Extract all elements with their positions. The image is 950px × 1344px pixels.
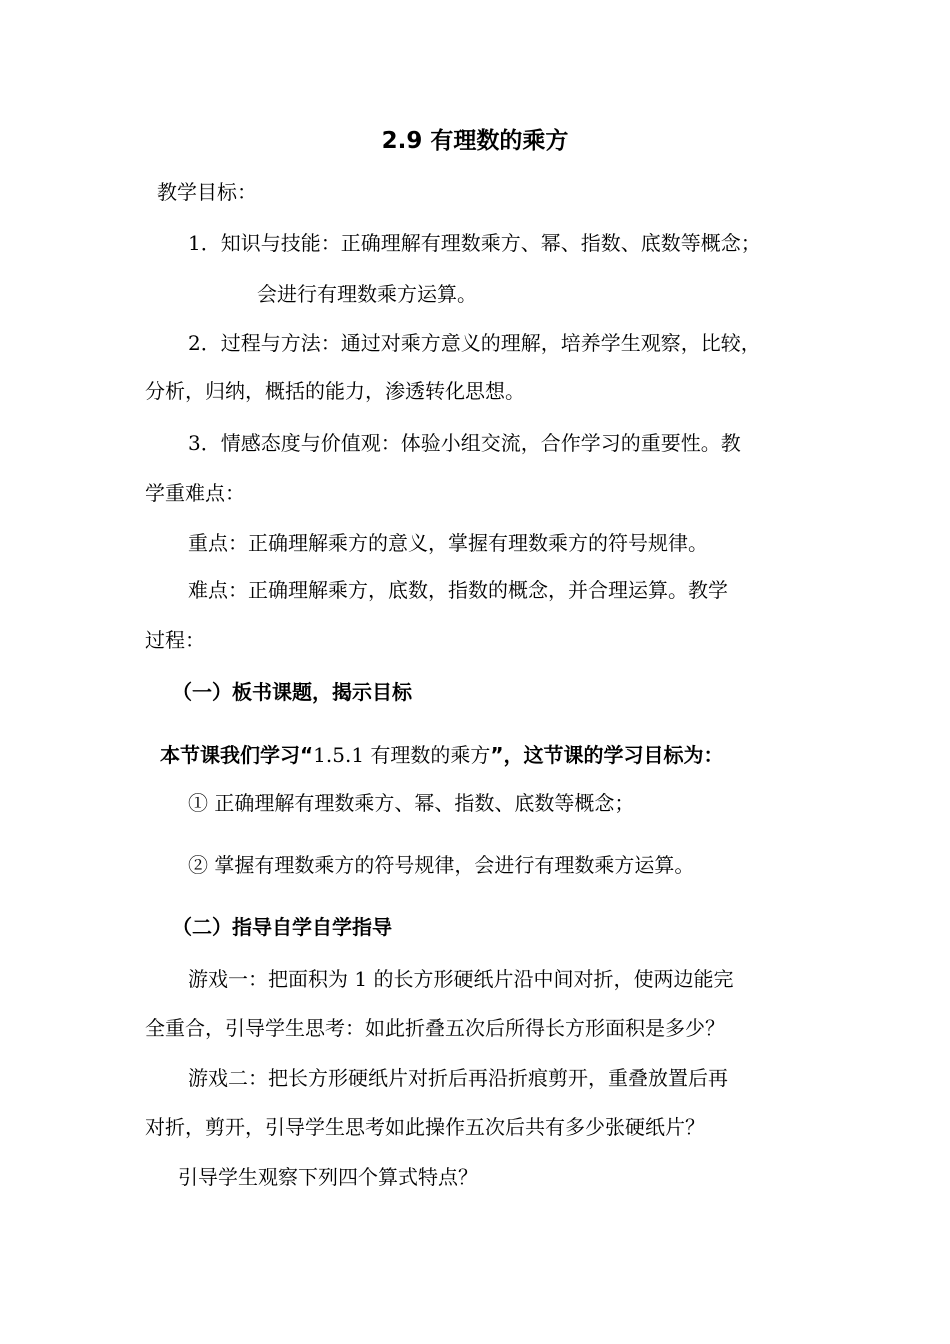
objective-2-line-2: 分析，归纳，概括的能力，渗透转化思想。 [145, 379, 525, 403]
lesson-topic: 1.5.1 有理数的乘方 [313, 743, 491, 767]
page-title: 2.9 有理数的乘方 [381, 128, 569, 154]
goal-item-2: ② 掌握有理数乘方的符号规律，会进行有理数乘方运算。 [188, 853, 695, 877]
section-2-heading: （二）指导自学自学指导 [172, 915, 392, 939]
objective-3-line-2: 学重难点： [145, 481, 245, 505]
game-2-line-2: 对折，剪开，引导学生思考如此操作五次后共有多少张硬纸片？ [145, 1115, 705, 1139]
difficult-point-line-2: 过程： [145, 628, 205, 652]
game-1-line-1: 游戏一：把面积为 1 的长方形硬纸片沿中间对折，使两边能完 [188, 967, 734, 991]
observe-prompt: 引导学生观察下列四个算式特点？ [178, 1165, 478, 1189]
lesson-goal-intro [160, 741, 724, 769]
objective-1-line-1: 1．知识与技能：正确理解有理数乘方、幂、指数、底数等概念； [188, 231, 761, 255]
key-point: 重点：正确理解乘方的意义，掌握有理数乘方的符号规律。 [188, 531, 708, 555]
lesson-goal-suffix: ”，这节课的学习目标为： [490, 743, 724, 767]
objective-3-line-1: 3．情感态度与价值观：体验小组交流，合作学习的重要性。教 [188, 431, 741, 455]
objective-2-line-1: 2．过程与方法：通过对乘方意义的理解，培养学生观察，比较， [188, 331, 761, 355]
objectives-heading: 教学目标： [157, 180, 257, 204]
difficult-point-line-1: 难点：正确理解乘方，底数，指数的概念，并合理运算。教学 [188, 578, 728, 602]
game-1-line-2: 全重合，引导学生思考：如此折叠五次后所得长方形面积是多少？ [145, 1016, 725, 1040]
objective-1-line-2: 会进行有理数乘方运算。 [257, 282, 477, 306]
lesson-goal-prefix: 本节课我们学习“ [160, 743, 314, 767]
goal-item-1: ① 正确理解有理数乘方、幂、指数、底数等概念； [188, 791, 635, 815]
game-2-line-1: 游戏二：把长方形硬纸片对折后再沿折痕剪开，重叠放置后再 [188, 1066, 728, 1090]
section-1-heading: （一）板书课题，揭示目标 [172, 680, 412, 704]
